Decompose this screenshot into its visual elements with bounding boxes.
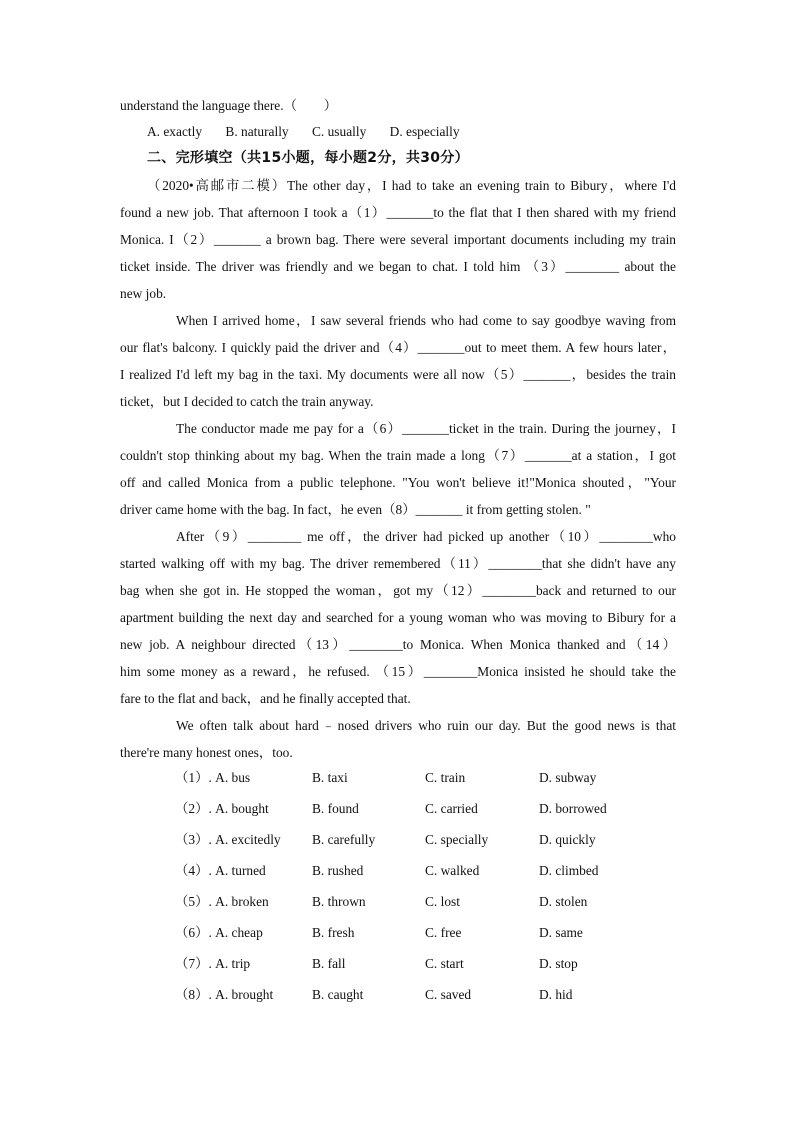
choice-b[interactable]: B. rushed — [312, 863, 364, 878]
passage-line: new job. — [120, 286, 167, 301]
passage-line: apartment building the next day and searched for a young woman who was moving to Bibury for a — [120, 610, 676, 625]
question-row — [175, 889, 635, 920]
choice-c[interactable]: C. train — [425, 770, 466, 785]
choice-a[interactable]: （6）. A. cheap — [175, 925, 263, 940]
option-d[interactable]: D. especially — [389, 124, 460, 139]
passage-line: driver came home with the bag. In fact，he even（8）_______ it from getting stolen. " — [120, 502, 591, 517]
paragraph-3 — [120, 415, 676, 523]
page-content — [120, 92, 676, 766]
choice-b[interactable]: B. thrown — [312, 894, 366, 909]
question-row — [175, 796, 635, 827]
passage-line: new job. A neighbour directed（13）________to Monica. When Monica thanked and（14） — [120, 637, 676, 652]
paragraph-1 — [120, 172, 676, 307]
choice-b[interactable]: B. caught — [312, 987, 364, 1002]
choice-b[interactable]: B. carefully — [312, 832, 376, 847]
choice-b[interactable]: B. found — [312, 801, 359, 816]
passage-line: （2020•高邮市二模）The other day，I had to take an evening train to Bibury，where I'd — [147, 178, 676, 193]
paragraph-4 — [120, 523, 676, 712]
passage-line: I realized I'd left my bag in the taxi. My documents were all now（5）_______，besides the train — [120, 367, 676, 382]
passage-line: When I arrived home，I saw several friends who had come to say goodbye waving from — [176, 313, 676, 328]
passage-line: After（9）________ me off，the driver had picked up another（10）________who — [176, 529, 676, 544]
choice-a[interactable]: （1）. A. bus — [175, 770, 251, 785]
choice-c[interactable]: C. lost — [425, 894, 460, 909]
passage-line: The conductor made me pay for a（6）_______ticket in the train. During the journey，I — [176, 421, 676, 436]
choice-a[interactable]: （3）. A. excitedly — [175, 832, 281, 847]
passage-line: We often talk about hard﹣nosed drivers who ruin our day. But the good news is that — [176, 718, 676, 733]
section-title: 二、完形填空（共15小题，每小题2分，共30分） — [147, 150, 469, 166]
paragraph-5 — [120, 712, 676, 766]
passage-line: off and called Monica from a public telephone. "You won't believe it!"Monica shouted，"Your — [120, 475, 676, 490]
choice-a[interactable]: （2）. A. bought — [175, 801, 269, 816]
question-row — [175, 858, 635, 889]
passage-line: our flat's balcony. I quickly paid the driver and（4）_______out to meet them. A few hours later， — [120, 340, 676, 355]
choice-b[interactable]: B. fall — [312, 956, 346, 971]
choice-d[interactable]: D. quickly — [539, 832, 596, 847]
answer-choices — [175, 765, 635, 1013]
choice-b[interactable]: B. taxi — [312, 770, 348, 785]
choice-a[interactable]: （4）. A. turned — [175, 863, 266, 878]
choice-c[interactable]: C. saved — [425, 987, 472, 1002]
choice-d[interactable]: D. stolen — [539, 894, 588, 909]
option-b[interactable]: B. naturally — [225, 124, 289, 139]
choice-a[interactable]: （5）. A. broken — [175, 894, 269, 909]
choice-c[interactable]: C. carried — [425, 801, 478, 816]
choice-d[interactable]: D. subway — [539, 770, 597, 785]
option-c[interactable]: C. usually — [311, 124, 367, 139]
option-a[interactable]: A. exactly — [147, 124, 203, 139]
choice-a[interactable]: （8）. A. brought — [175, 987, 274, 1002]
passage-line: fare to the flat and back，and he finally accepted that. — [120, 691, 411, 706]
choice-d[interactable]: D. same — [539, 925, 583, 940]
previous-question-options — [120, 119, 676, 145]
question-row — [175, 827, 635, 858]
question-row — [175, 765, 635, 796]
choice-d[interactable]: D. stop — [539, 956, 578, 971]
choice-d[interactable]: D. climbed — [539, 863, 599, 878]
passage-line: started walking off with my bag. The driver remembered（11）________that she didn't have any — [120, 556, 676, 571]
question-row — [175, 951, 635, 982]
choice-d[interactable]: D. hid — [539, 987, 573, 1002]
choice-a[interactable]: （7）. A. trip — [175, 956, 251, 971]
choice-d[interactable]: D. borrowed — [539, 801, 607, 816]
passage-line: bag when she got in. He stopped the woman，got my（12）________back and returned to our — [120, 583, 676, 598]
question-row — [175, 982, 635, 1013]
passage-line: there're many honest ones，too. — [120, 745, 293, 760]
choice-c[interactable]: C. walked — [425, 863, 480, 878]
passage-line: Monica. I（2）_______ a brown bag. There were several important documents including my train — [120, 232, 676, 247]
previous-question-tail: understand the language there.（ ） — [120, 98, 338, 113]
question-row — [175, 920, 635, 951]
passage-line: him some money as a reward，he refused. （15）________Monica insisted he should take the — [120, 664, 676, 679]
choice-c[interactable]: C. start — [425, 956, 464, 971]
passage-line: found a new job. That afternoon I took a（1）_______to the flat that I then shared with my friend — [120, 205, 676, 220]
passage-line: ticket inside. The driver was friendly and we began to chat. I told him （3）________ about the — [120, 259, 676, 274]
passage-line: ticket，but I decided to catch the train anyway. — [120, 394, 374, 409]
choice-b[interactable]: B. fresh — [312, 925, 355, 940]
paragraph-2 — [120, 307, 676, 415]
choice-c[interactable]: C. free — [425, 925, 462, 940]
passage-line: couldn't stop thinking about my bag. When the train made a long（7）_______at a station，I got — [120, 448, 676, 463]
choice-c[interactable]: C. specially — [425, 832, 489, 847]
